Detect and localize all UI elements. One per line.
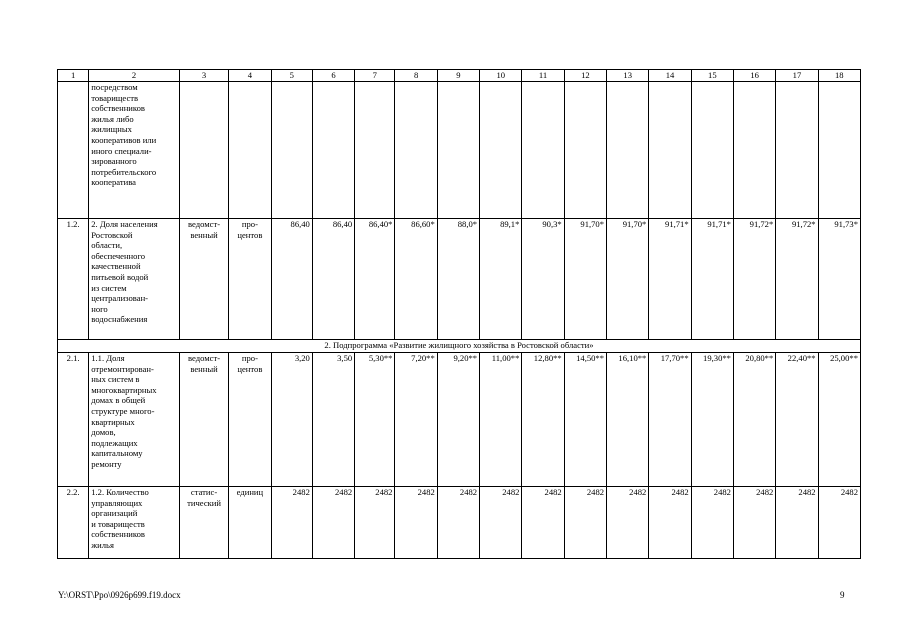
source-type: ведомст- венный xyxy=(179,219,228,340)
table-row-1-2 xyxy=(58,219,861,340)
value-cell: 2482 xyxy=(355,487,395,559)
header-cell: 7 xyxy=(355,70,395,82)
unit: про- центов xyxy=(229,219,271,340)
value-cell: 7,20** xyxy=(395,353,437,487)
indicator-name: посредством товариществ собственников жилья либо жилищных кооперативов или иного специали- зированного потребительского кооператива xyxy=(89,82,180,219)
header-cell: 13 xyxy=(607,70,649,82)
value-cell: 86,40* xyxy=(355,219,395,340)
value-cell: 89,1* xyxy=(480,219,522,340)
row-number: 2.2. xyxy=(58,487,89,559)
section-title: 2. Подпрограмма «Развитие жилищного хозяйства в Ростовской области» xyxy=(58,340,861,353)
value-cell: 16,10** xyxy=(607,353,649,487)
value-cell: 2482 xyxy=(437,487,479,559)
file-path: Y:\ORST\Ppo\0926p699.f19.docx xyxy=(58,590,181,600)
value-cell: 86,40 xyxy=(312,219,354,340)
value-cell: 2482 xyxy=(691,487,733,559)
value-cell: 2482 xyxy=(271,487,312,559)
header-cell: 2 xyxy=(89,70,180,82)
value-cell: 91,71* xyxy=(649,219,691,340)
value-cell: 2482 xyxy=(522,487,564,559)
value-cell: 25,00** xyxy=(818,353,860,487)
source-type: статис- тический xyxy=(179,487,228,559)
value-cell: 91,70* xyxy=(607,219,649,340)
header-cell: 16 xyxy=(733,70,775,82)
header-cell: 1 xyxy=(58,70,89,82)
value-cell: 90,3* xyxy=(522,219,564,340)
value-cell: 2482 xyxy=(818,487,860,559)
value-cell: 2482 xyxy=(776,487,818,559)
value-cell: 91,71* xyxy=(691,219,733,340)
value-cell: 91,73* xyxy=(818,219,860,340)
value-cell: 2482 xyxy=(733,487,775,559)
value-cell: 5,30** xyxy=(355,353,395,487)
value-cell: 22,40** xyxy=(776,353,818,487)
value-cell: 2482 xyxy=(480,487,522,559)
header-cell: 18 xyxy=(818,70,860,82)
value-cell: 3,20 xyxy=(271,353,312,487)
value-cell: 14,50** xyxy=(564,353,606,487)
value-cell: 91,70* xyxy=(564,219,606,340)
indicator-name: 2. Доля населения Ростовской области, обеспеченного качественной питьевой водой из систем централизован- ного водоснабжения xyxy=(89,219,180,340)
table-row-2-2 xyxy=(58,487,861,559)
value-cell: 91,72* xyxy=(776,219,818,340)
value-cell: 86,40 xyxy=(271,219,312,340)
table-row-2-1 xyxy=(58,353,861,487)
value-cell: 2482 xyxy=(607,487,649,559)
value-cell: 20,80** xyxy=(733,353,775,487)
header-cell: 3 xyxy=(179,70,228,82)
indicator-name: 1.2. Количество управляющих организаций и товариществ собственников жилья xyxy=(89,487,180,559)
page-number: 9 xyxy=(840,590,845,600)
value-cell: 2482 xyxy=(564,487,606,559)
section-row xyxy=(58,340,861,353)
header-cell: 5 xyxy=(271,70,312,82)
value-cell: 2482 xyxy=(395,487,437,559)
indicators-table xyxy=(57,69,861,559)
row-number: 1.2. xyxy=(58,219,89,340)
value-cell: 2482 xyxy=(649,487,691,559)
header-cell: 14 xyxy=(649,70,691,82)
header-cell: 12 xyxy=(564,70,606,82)
header-cell: 8 xyxy=(395,70,437,82)
unit: единиц xyxy=(229,487,271,559)
header-cell: 9 xyxy=(437,70,479,82)
value-cell: 3,50 xyxy=(312,353,354,487)
table-row-continuation xyxy=(58,82,861,219)
header-cell: 4 xyxy=(229,70,271,82)
value-cell: 86,60* xyxy=(395,219,437,340)
header-cell: 17 xyxy=(776,70,818,82)
source-type: ведомст- венный xyxy=(179,353,228,487)
unit: про- центов xyxy=(229,353,271,487)
value-cell: 91,72* xyxy=(733,219,775,340)
value-cell: 88,0* xyxy=(437,219,479,340)
value-cell: 2482 xyxy=(312,487,354,559)
indicator-name: 1.1. Доля отремонтирован- ных систем в многоквартирных домах в общей структуре много- квартирных домов, подлежащих капитальному ремонту xyxy=(89,353,180,487)
value-cell: 9,20** xyxy=(437,353,479,487)
row-number: 2.1. xyxy=(58,353,89,487)
header-cell: 11 xyxy=(522,70,564,82)
column-number-row xyxy=(58,70,861,82)
header-cell: 15 xyxy=(691,70,733,82)
value-cell: 11,00** xyxy=(480,353,522,487)
value-cell: 12,80** xyxy=(522,353,564,487)
value-cell: 17,70** xyxy=(649,353,691,487)
header-cell: 10 xyxy=(480,70,522,82)
header-cell: 6 xyxy=(312,70,354,82)
value-cell: 19,30** xyxy=(691,353,733,487)
